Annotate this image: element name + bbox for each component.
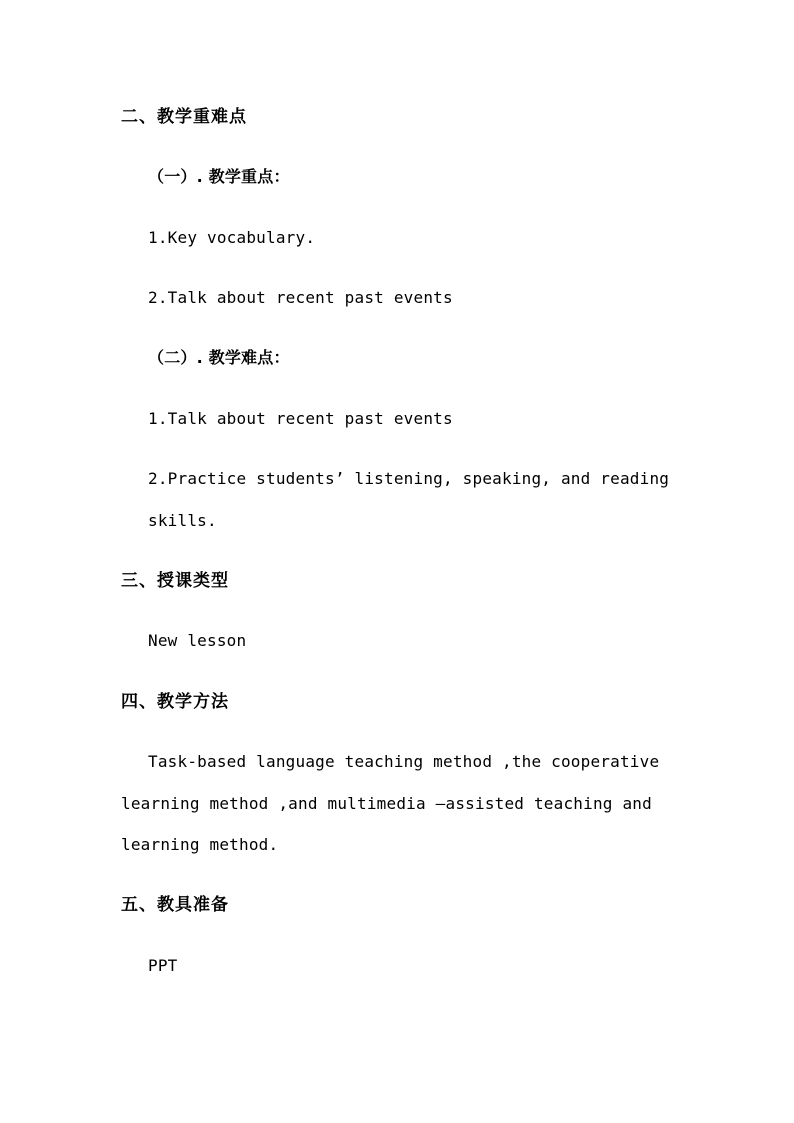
methods-line: learning method. bbox=[121, 835, 279, 854]
materials-content: PPT bbox=[148, 956, 178, 975]
difficult-points-title: （二）. 教学难点： bbox=[148, 348, 290, 367]
section-heading-materials: 五、教具准备 bbox=[121, 895, 229, 915]
difficult-point-item: 2.Practice students’ listening, speaking, and reading bbox=[148, 469, 670, 488]
difficult-point-item-continuation: skills. bbox=[148, 511, 217, 530]
section-heading-difficulties: 二、教学重难点 bbox=[121, 107, 247, 127]
key-point-item: 1.Key vocabulary. bbox=[148, 228, 316, 247]
methods-line: learning method ,and multimedia –assisted teaching and bbox=[121, 794, 652, 813]
difficult-point-item: 1.Talk about recent past events bbox=[148, 409, 453, 428]
methods-line: Task-based language teaching method ,the cooperative bbox=[148, 752, 660, 771]
section-heading-lesson-type: 三、授课类型 bbox=[121, 571, 229, 591]
key-points-title: （一）. 教学重点： bbox=[148, 167, 290, 186]
key-point-item: 2.Talk about recent past events bbox=[148, 288, 453, 307]
lesson-type-content: New lesson bbox=[148, 631, 247, 650]
section-heading-methods: 四、教学方法 bbox=[121, 692, 229, 712]
